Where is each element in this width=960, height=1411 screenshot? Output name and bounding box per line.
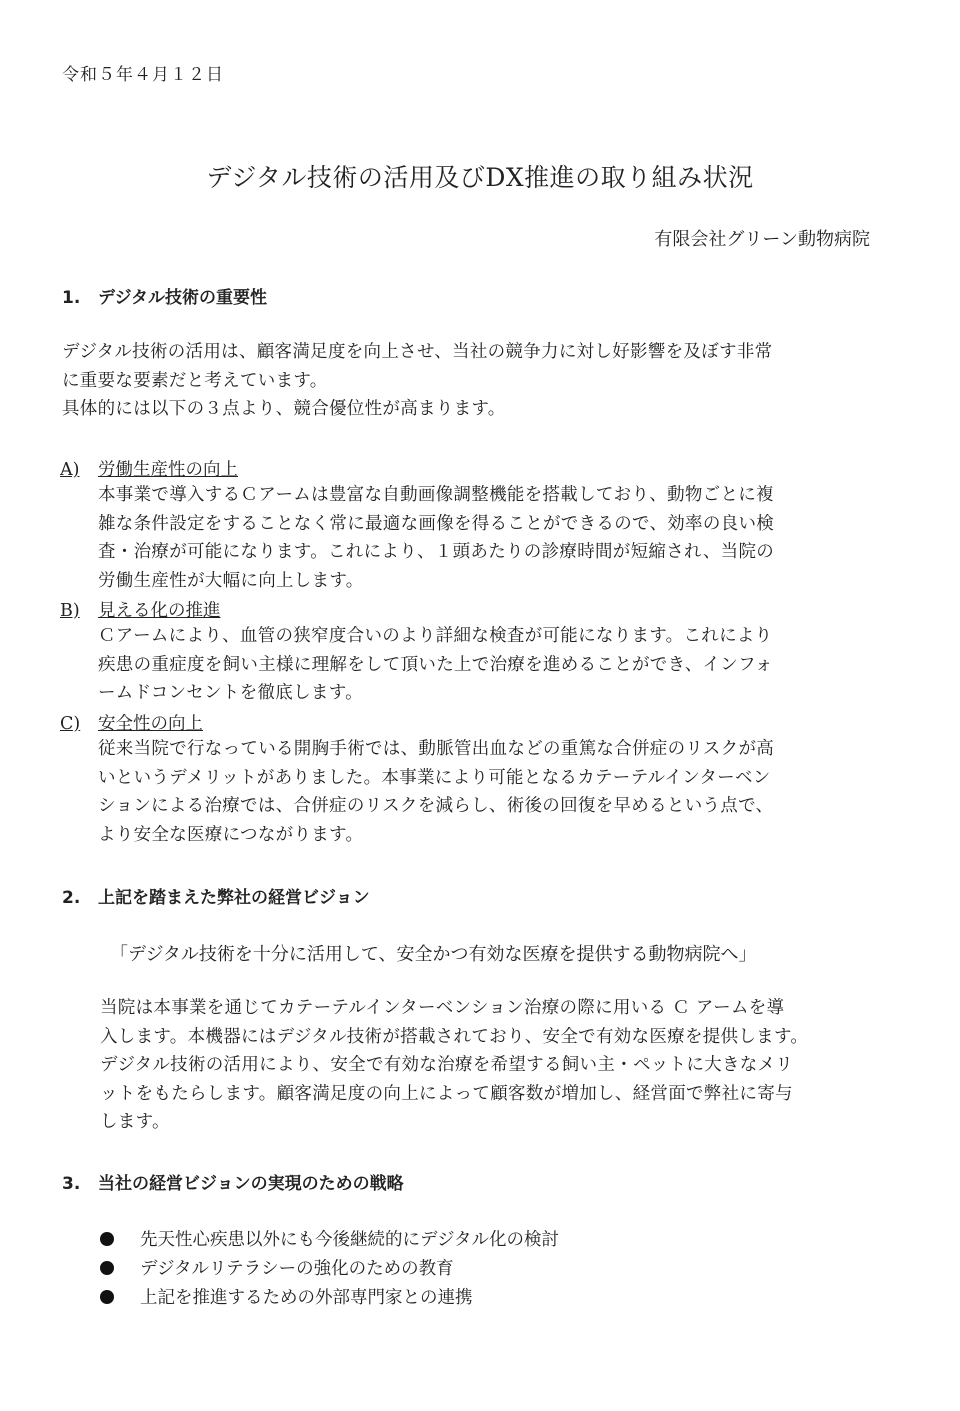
item-c-body bbox=[98, 735, 878, 849]
section-2-body bbox=[100, 994, 808, 1137]
item-a-line: 労働生産性が大幅に向上します。 bbox=[98, 570, 364, 591]
item-a-label bbox=[60, 456, 238, 481]
item-c-line: いというデメリットがありました。本事業により可能となるカテーテルインターベン bbox=[98, 767, 771, 788]
bullet-icon bbox=[100, 1261, 114, 1275]
item-b-marker: B) bbox=[60, 601, 80, 621]
organization-name: 有限会社グリーン動物病院 bbox=[654, 229, 870, 250]
section-1-heading bbox=[62, 283, 267, 308]
section-1-intro bbox=[62, 338, 772, 424]
section-1-number: 1. bbox=[62, 288, 81, 308]
item-c-marker: C) bbox=[60, 714, 81, 734]
item-b-line: 疾患の重症度を飼い主様に理解をして頂いた上で治療を進めることができ、インフォ bbox=[98, 654, 773, 675]
item-a-line: 雑な条件設定をすることなく常に最適な画像を得ることができるので、効率の良い検 bbox=[98, 513, 775, 534]
section-3-heading bbox=[62, 1169, 404, 1194]
item-a-title: 労働生産性の向上 bbox=[98, 460, 238, 480]
item-c-label bbox=[60, 710, 203, 735]
intro-line: デジタル技術の活用は、顧客満足度を向上させ、当社の競争力に対し好影響を及ぼす非常 bbox=[62, 342, 773, 362]
item-b-line: Ｃアームにより、血管の狭窄度合いのより詳細な検査が可能になります。これにより bbox=[98, 626, 773, 646]
item-c-line: ションによる治療では、合併症のリスクを減らし、術後の回復を早めるという点で、 bbox=[98, 796, 774, 816]
item-c-title: 安全性の向上 bbox=[98, 714, 203, 734]
bullet-text: 先天性心疾患以外にも今後継続的にデジタル化の検討 bbox=[140, 1230, 559, 1250]
item-a-body bbox=[98, 481, 878, 595]
body-line: ットをもたらします。顧客満足度の向上によって顧客数が増加し、経営面で弊社に寄与 bbox=[100, 1083, 793, 1104]
item-c-line: より安全な医療につながります。 bbox=[98, 824, 364, 845]
bullet-icon bbox=[100, 1290, 114, 1304]
item-b-body bbox=[98, 622, 878, 708]
strategy-bullet bbox=[100, 1255, 454, 1280]
body-line: デジタル技術の活用により、安全で有効な治療を希望する飼い主・ペットに大きなメリ bbox=[100, 1055, 794, 1075]
bullet-text: デジタルリテラシーの強化のための教育 bbox=[140, 1259, 454, 1279]
vision-statement: 「デジタル技術を十分に活用して、安全かつ有効な医療を提供する動物病院へ」 bbox=[110, 944, 757, 965]
item-a-marker: A) bbox=[60, 460, 80, 480]
strategy-bullet bbox=[100, 1226, 559, 1251]
item-b-line: ームドコンセントを徹底します。 bbox=[98, 683, 363, 703]
section-3-number: 3. bbox=[62, 1174, 81, 1194]
bullet-icon bbox=[100, 1232, 114, 1246]
body-line: 当院は本事業を通じてカテーテルインターベンション治療の際に用いる Ｃ アームを導 bbox=[100, 998, 785, 1018]
item-a-line: 本事業で導入するＣアームは豊富な自動画像調整機能を搭載しており、動物ごとに複 bbox=[98, 485, 774, 505]
intro-line: に重要な要素だと考えています。 bbox=[62, 370, 328, 391]
section-3-title: 当社の経営ビジョンの実現のための戦略 bbox=[98, 1174, 404, 1194]
section-2-title: 上記を踏まえた弊社の経営ビジョン bbox=[98, 888, 370, 908]
bullet-text: 上記を推進するための外部専門家との連携 bbox=[140, 1288, 473, 1308]
document-date: 令和５年４月１２日 bbox=[62, 65, 224, 85]
body-line: します。 bbox=[100, 1112, 170, 1132]
item-a-line: 査・治療が可能になります。これにより、１頭あたりの診療時間が短縮され、当院の bbox=[98, 542, 775, 562]
item-b-label bbox=[60, 597, 221, 622]
strategy-bullet bbox=[100, 1284, 473, 1309]
item-c-line: 従来当院で行なっている開胸手術では、動脈管出血などの重篤な合併症のリスクが高 bbox=[98, 739, 775, 759]
section-2-heading bbox=[62, 883, 370, 908]
section-1-title: デジタル技術の重要性 bbox=[98, 288, 267, 308]
document-title: デジタル技術の活用及びDX推進の取り組み状況 bbox=[206, 163, 754, 192]
intro-line: 具体的には以下の３点より、競合優位性が高まります。 bbox=[62, 399, 506, 419]
item-b-title: 見える化の推進 bbox=[98, 601, 221, 621]
body-line: 入します。本機器にはデジタル技術が搭載されており、安全で有効な医療を提供します。 bbox=[100, 1026, 809, 1047]
section-2-number: 2. bbox=[62, 888, 81, 908]
